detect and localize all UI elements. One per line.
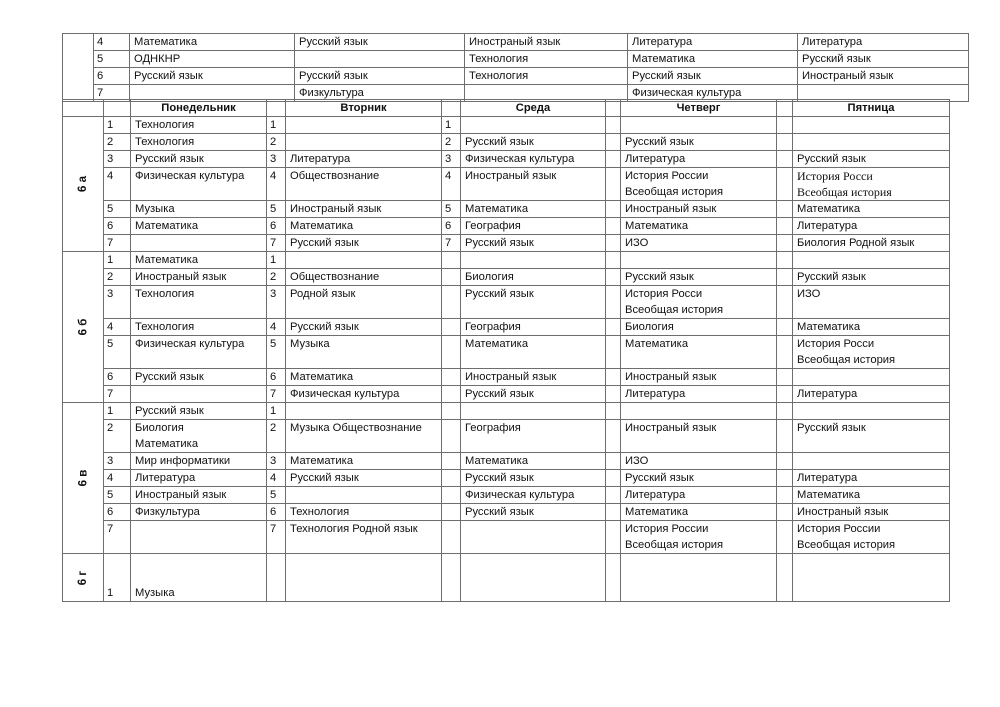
subject-cell: Иностраный язык: [621, 369, 777, 386]
subject-cell: [621, 554, 777, 602]
subject-cell: Физкультура: [295, 85, 465, 102]
subject-cell: Обществознание: [286, 168, 442, 201]
lesson-number: 1: [104, 554, 131, 602]
lesson-number: 3: [267, 286, 286, 319]
lesson-number: 2: [104, 420, 131, 453]
lesson-number: 7: [442, 235, 461, 252]
subject-cell: Иностраный язык: [461, 168, 606, 201]
subject-cell: География: [461, 420, 606, 453]
lesson-number: [442, 286, 461, 319]
lesson-number: 4: [94, 34, 130, 51]
lesson-number: 7: [104, 521, 131, 554]
lesson-number: [777, 420, 793, 453]
subject-cell: Математика: [461, 201, 606, 218]
subject-cell: Русский язык: [798, 51, 969, 68]
header-num: [606, 100, 621, 117]
subject-cell: История России Всеобщая история: [793, 521, 950, 554]
subject-cell: [286, 252, 442, 269]
lesson-number: [606, 218, 621, 235]
subject-cell: Физическая культура: [131, 336, 267, 369]
subject-cell: Биология Родной язык: [793, 235, 950, 252]
lesson-number: [606, 420, 621, 453]
lesson-number: [606, 201, 621, 218]
table-row: [63, 521, 950, 554]
subject-cell: Русский язык: [793, 420, 950, 453]
lesson-number: [606, 117, 621, 134]
subject-cell: Физическая культура: [461, 151, 606, 168]
lesson-number: 2: [267, 269, 286, 286]
subject-cell: Русский язык: [286, 235, 442, 252]
subject-cell: Иностраный язык: [798, 68, 969, 85]
header-wednesday: Среда: [461, 100, 606, 117]
subject-cell: Русский язык: [295, 34, 465, 51]
lesson-number: 2: [267, 134, 286, 151]
subject-cell: Русский язык: [286, 470, 442, 487]
subject-cell: Русский язык: [621, 134, 777, 151]
table-row: [63, 252, 950, 269]
lesson-number: 2: [104, 269, 131, 286]
lesson-number: 6: [104, 369, 131, 386]
subject-cell: [286, 403, 442, 420]
table-row: [63, 369, 950, 386]
subject-cell: Технология: [131, 319, 267, 336]
subject-cell: Биология: [621, 319, 777, 336]
table-row: [63, 504, 950, 521]
subject-cell: Литература: [131, 470, 267, 487]
subject-cell: География: [461, 218, 606, 235]
lesson-number: 4: [267, 470, 286, 487]
lesson-number: [606, 286, 621, 319]
lesson-number: 6: [104, 218, 131, 235]
subject-cell: [793, 554, 950, 602]
lesson-number: 2: [267, 420, 286, 453]
lesson-number: [777, 168, 793, 201]
lesson-number: 5: [442, 201, 461, 218]
subject-cell: Музыка: [131, 554, 267, 602]
subject-cell: Математика: [461, 336, 606, 369]
subject-cell: Русский язык: [295, 68, 465, 85]
lesson-number: [606, 554, 621, 602]
lesson-number: 6: [267, 218, 286, 235]
subject-cell: Технология: [131, 117, 267, 134]
subject-cell: [793, 252, 950, 269]
lesson-number: [777, 403, 793, 420]
subject-cell: [621, 117, 777, 134]
subject-cell: Математика: [628, 51, 798, 68]
subject-cell: Обществознание: [286, 269, 442, 286]
lesson-number: [442, 386, 461, 403]
table-row: [63, 151, 950, 168]
lesson-number: [777, 218, 793, 235]
subject-cell: Музыка: [286, 336, 442, 369]
subject-cell: Литература: [621, 151, 777, 168]
subject-cell: География: [461, 319, 606, 336]
subject-cell: Математика: [621, 336, 777, 369]
lesson-number: [777, 336, 793, 369]
lesson-number: [267, 554, 286, 602]
class-label-cell: [63, 403, 104, 554]
subject-cell: Технология: [131, 134, 267, 151]
table-row: [63, 403, 950, 420]
subject-cell: [286, 487, 442, 504]
subject-cell: Литература: [793, 218, 950, 235]
lesson-number: 7: [267, 235, 286, 252]
class-label: 6 в: [76, 469, 89, 487]
subject-cell: Русский язык: [131, 151, 267, 168]
lesson-number: 6: [267, 504, 286, 521]
header-thursday: Четверг: [621, 100, 777, 117]
lesson-number: [606, 386, 621, 403]
header-row: [63, 100, 950, 117]
header-num: [267, 100, 286, 117]
subject-cell: [131, 386, 267, 403]
lesson-number: [777, 369, 793, 386]
subject-cell: Литература: [793, 386, 950, 403]
lesson-number: 5: [267, 487, 286, 504]
table-row: [63, 286, 950, 319]
lesson-number: [442, 453, 461, 470]
subject-cell: Физическая культура: [286, 386, 442, 403]
subject-cell: Русский язык: [130, 68, 295, 85]
lesson-number: 1: [442, 117, 461, 134]
subject-cell: Физическая культура: [461, 487, 606, 504]
lesson-number: 1: [104, 117, 131, 134]
lesson-number: [442, 487, 461, 504]
subject-cell: Иностраный язык: [461, 369, 606, 386]
subject-cell: История России Всеобщая история: [621, 521, 777, 554]
lesson-number: 7: [267, 521, 286, 554]
lesson-number: [777, 252, 793, 269]
lesson-number: [777, 487, 793, 504]
lesson-number: 2: [442, 134, 461, 151]
subject-cell: История Росси Всеобщая история: [793, 336, 950, 369]
table-row: [63, 218, 950, 235]
header-num: [104, 100, 131, 117]
subject-cell: Математика: [621, 218, 777, 235]
subject-cell: Русский язык: [793, 269, 950, 286]
lesson-number: [777, 504, 793, 521]
table-row: [63, 386, 950, 403]
table-row: [63, 51, 969, 68]
lesson-number: 1: [104, 252, 131, 269]
lesson-number: [777, 319, 793, 336]
subject-cell: [461, 554, 606, 602]
header-friday: Пятница: [793, 100, 950, 117]
subject-cell: Русский язык: [461, 386, 606, 403]
subject-cell: Технология: [465, 51, 628, 68]
subject-cell: Русский язык: [621, 269, 777, 286]
subject-cell: Русский язык: [461, 470, 606, 487]
subject-cell: [793, 134, 950, 151]
subject-cell: [621, 403, 777, 420]
lesson-number: [606, 336, 621, 369]
header-num: [777, 100, 793, 117]
lesson-number: [606, 168, 621, 201]
lesson-number: 6: [442, 218, 461, 235]
subject-cell: Музыка Обществознание: [286, 420, 442, 453]
table-row: [63, 420, 950, 453]
timetable-top-fragment: [62, 33, 969, 102]
subject-cell: [793, 453, 950, 470]
lesson-number: 7: [267, 386, 286, 403]
lesson-number: 3: [442, 151, 461, 168]
header-tuesday: Вторник: [286, 100, 442, 117]
subject-cell: Русский язык: [131, 369, 267, 386]
subject-cell: Иностраный язык: [793, 504, 950, 521]
lesson-number: 6: [267, 369, 286, 386]
lesson-number: 1: [267, 117, 286, 134]
lesson-number: 4: [267, 319, 286, 336]
subject-cell: Технология: [286, 504, 442, 521]
lesson-number: [777, 201, 793, 218]
lesson-number: [442, 369, 461, 386]
lesson-number: 3: [267, 151, 286, 168]
header-class: [63, 100, 104, 117]
lesson-number: [606, 235, 621, 252]
lesson-number: [442, 420, 461, 453]
subject-cell: Русский язык: [793, 151, 950, 168]
subject-cell: Иностраный язык: [621, 201, 777, 218]
table-row: [63, 235, 950, 252]
lesson-number: 5: [94, 51, 130, 68]
subject-cell: [461, 403, 606, 420]
subject-cell: Биология: [461, 269, 606, 286]
class-label: 6 а: [77, 176, 89, 192]
lesson-number: 5: [104, 487, 131, 504]
lesson-number: [442, 470, 461, 487]
subject-cell: Математика: [793, 487, 950, 504]
header-monday: Понедельник: [131, 100, 267, 117]
lesson-number: 7: [104, 235, 131, 252]
subject-cell: Русский язык: [461, 504, 606, 521]
lesson-number: [777, 470, 793, 487]
table-row: [63, 470, 950, 487]
lesson-number: 5: [267, 201, 286, 218]
subject-cell: Иностраный язык: [286, 201, 442, 218]
lesson-number: [606, 319, 621, 336]
subject-cell: [286, 117, 442, 134]
subject-cell: [461, 252, 606, 269]
lesson-number: 3: [104, 453, 131, 470]
table-row: [63, 68, 969, 85]
subject-cell: Математика: [131, 252, 267, 269]
lesson-number: [777, 453, 793, 470]
subject-cell: [131, 235, 267, 252]
lesson-number: 6: [104, 504, 131, 521]
lesson-number: [606, 369, 621, 386]
lesson-number: [606, 487, 621, 504]
subject-cell: Математика: [461, 453, 606, 470]
class-label: 6 г: [76, 570, 89, 585]
table-row: [63, 336, 950, 369]
subject-cell: Физическая культура: [628, 85, 798, 102]
subject-cell: Технология: [465, 68, 628, 85]
subject-cell: [793, 403, 950, 420]
lesson-number: [442, 403, 461, 420]
lesson-number: 4: [442, 168, 461, 201]
header-num: [442, 100, 461, 117]
lesson-number: 5: [267, 336, 286, 369]
table-row: [63, 319, 950, 336]
subject-cell: Технология Родной язык: [286, 521, 442, 554]
lesson-number: [442, 554, 461, 602]
subject-cell: [131, 521, 267, 554]
subject-cell: [461, 117, 606, 134]
table-row: [63, 453, 950, 470]
class-label-cell: [63, 554, 104, 602]
lesson-number: [777, 117, 793, 134]
subject-cell: Иностраный язык: [131, 269, 267, 286]
class-label-cell: [63, 117, 104, 252]
lesson-number: 4: [104, 168, 131, 201]
lesson-number: [777, 269, 793, 286]
lesson-number: [442, 504, 461, 521]
subject-cell: Мир информатики: [131, 453, 267, 470]
subject-cell: Иностраный язык: [621, 420, 777, 453]
lesson-number: 1: [267, 403, 286, 420]
timetable: [62, 99, 950, 602]
lesson-number: [777, 521, 793, 554]
lesson-number: 4: [104, 319, 131, 336]
lesson-number: 1: [104, 403, 131, 420]
table-row: [63, 117, 950, 134]
subject-cell: Иностраный язык: [465, 34, 628, 51]
subject-cell: Математика: [286, 218, 442, 235]
subject-cell: Русский язык: [461, 235, 606, 252]
subject-cell: История России Всеобщая история: [621, 168, 777, 201]
lesson-number: [606, 453, 621, 470]
table-row: [63, 201, 950, 218]
lesson-number: [442, 336, 461, 369]
lesson-number: [442, 252, 461, 269]
subject-cell: Физическая культура: [131, 168, 267, 201]
subject-cell: Математика: [131, 218, 267, 235]
table-row: [63, 269, 950, 286]
lesson-number: [606, 470, 621, 487]
lesson-number: 7: [104, 386, 131, 403]
subject-cell: Русский язык: [461, 286, 606, 319]
subject-cell: Русский язык: [131, 403, 267, 420]
subject-cell: [793, 369, 950, 386]
subject-cell: Русский язык: [286, 319, 442, 336]
subject-cell: Литература: [286, 151, 442, 168]
subject-cell: Математика: [286, 369, 442, 386]
lesson-number: 7: [94, 85, 130, 102]
subject-cell: [286, 554, 442, 602]
lesson-number: 2: [104, 134, 131, 151]
lesson-number: [777, 286, 793, 319]
table-row: [63, 134, 950, 151]
subject-cell: История Росси Всеобщая история: [793, 168, 950, 201]
table-row: [63, 34, 969, 51]
subject-cell: Математика: [286, 453, 442, 470]
lesson-number: [606, 403, 621, 420]
subject-cell: ИЗО: [621, 453, 777, 470]
subject-cell: Математика: [130, 34, 295, 51]
subject-cell: Математика: [793, 201, 950, 218]
subject-cell: Русский язык: [628, 68, 798, 85]
subject-cell: Родной язык: [286, 286, 442, 319]
lesson-number: 3: [267, 453, 286, 470]
lesson-number: [777, 235, 793, 252]
lesson-number: 4: [267, 168, 286, 201]
subject-cell: Литература: [621, 386, 777, 403]
subject-cell: ИЗО: [793, 286, 950, 319]
lesson-number: [606, 134, 621, 151]
table-row: [63, 487, 950, 504]
subject-cell: Русский язык: [621, 470, 777, 487]
subject-cell: ИЗО: [621, 235, 777, 252]
subject-cell: Технология: [131, 286, 267, 319]
subject-cell: [295, 51, 465, 68]
lesson-number: [606, 269, 621, 286]
subject-cell: Физкультура: [131, 504, 267, 521]
lesson-number: [777, 134, 793, 151]
subject-cell: Русский язык: [461, 134, 606, 151]
lesson-number: [777, 151, 793, 168]
subject-cell: Литература: [621, 487, 777, 504]
subject-cell: [793, 117, 950, 134]
class-label: 6 б: [76, 318, 89, 336]
subject-cell: Математика: [793, 319, 950, 336]
subject-cell: Иностраный язык: [131, 487, 267, 504]
subject-cell: [286, 134, 442, 151]
lesson-number: [606, 151, 621, 168]
lesson-number: [442, 521, 461, 554]
lesson-number: [606, 252, 621, 269]
lesson-number: [606, 521, 621, 554]
lesson-number: 5: [104, 201, 131, 218]
subject-cell: [461, 521, 606, 554]
lesson-number: 1: [267, 252, 286, 269]
subject-cell: Математика: [621, 504, 777, 521]
subject-cell: Биология Математика: [131, 420, 267, 453]
lesson-number: [777, 386, 793, 403]
class-label-cell: [63, 34, 94, 102]
lesson-number: 3: [104, 286, 131, 319]
table-row: [63, 168, 950, 201]
lesson-number: 4: [104, 470, 131, 487]
subject-cell: Литература: [793, 470, 950, 487]
subject-cell: История Росси Всеобщая история: [621, 286, 777, 319]
subject-cell: ОДНКНР: [130, 51, 295, 68]
lesson-number: [777, 554, 793, 602]
subject-cell: Литература: [798, 34, 969, 51]
lesson-number: [442, 269, 461, 286]
lesson-number: 3: [104, 151, 131, 168]
lesson-number: 6: [94, 68, 130, 85]
lesson-number: [442, 319, 461, 336]
class-label-cell: [63, 252, 104, 403]
subject-cell: [621, 252, 777, 269]
lesson-number: [606, 504, 621, 521]
table-row: [63, 554, 950, 602]
subject-cell: Литература: [628, 34, 798, 51]
lesson-number: 5: [104, 336, 131, 369]
subject-cell: Музыка: [131, 201, 267, 218]
